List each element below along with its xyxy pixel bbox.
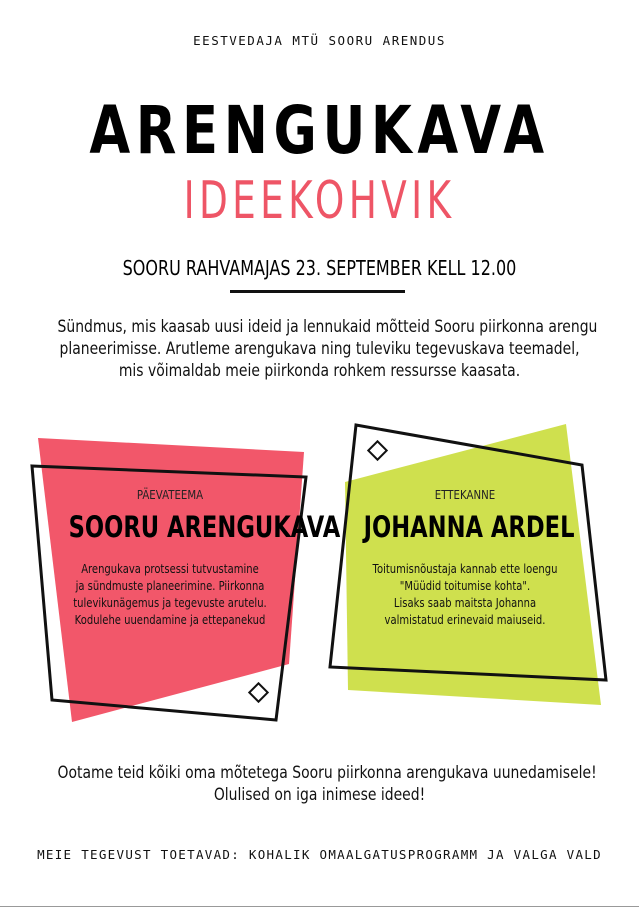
card-title: JOHANNA ARDEL: [363, 510, 575, 544]
card-body-line: Kodulehe uuendamine ja ettepanekud: [74, 612, 266, 627]
card-label: PÄEVATEEMA: [136, 488, 204, 502]
left-diamond-icon: [249, 683, 267, 701]
card-body-line: Lisaks saab maitsta Johanna: [393, 595, 537, 610]
right-card: [335, 488, 595, 628]
card-body-line: Toitumisnõustaja kannab ette loengu: [372, 561, 558, 576]
closing-paragraph: [57, 762, 597, 806]
intro-line: planeerimisse. Arutleme arengukava ning tuleviku tegevuskava teemadel,: [59, 339, 580, 359]
left-card: [40, 488, 341, 628]
card-body: [361, 560, 569, 628]
card-title: SOORU ARENGUKAVA: [68, 510, 341, 544]
card-body-line: Arengukava protsessi tutvustamine: [81, 561, 259, 576]
bottom-border: [0, 906, 639, 907]
card-body-line: valmistatud erinevaid maiuseid.: [384, 612, 546, 627]
card-label: ETTEKANNE: [434, 488, 496, 502]
event-subtitle: IDEEKOHVIK: [183, 171, 456, 231]
card-body-line: tulevikunägemus ja tegevuste arutelu.: [73, 595, 267, 610]
event-title: ARENGUKAVA: [89, 92, 550, 169]
closing-line: Ootame teid kõiki oma mõtetega Sooru piirkonna arengukava uunedamisele!: [57, 763, 597, 783]
intro-line: mis võimaldab meie piirkonda rohkem ressursse kaasata.: [118, 361, 521, 381]
card-body-line: ja sündmuste planeerimine. Piirkonna: [75, 578, 265, 593]
venue-date-time: SOORU RAHVAMAJAS 23. SEPTEMBER KELL 12.00: [122, 256, 517, 280]
sponsors-line: MEIE TEGEVUST TOETAVAD: KOHALIK OMAALGATUSPROGRAMM JA VALGA VALD: [37, 847, 602, 862]
intro-line: Sündmus, mis kaasab uusi ideid ja lennukaid mõtteid Sooru piirkonna arengu: [57, 317, 598, 337]
card-body: [66, 560, 274, 628]
organizer-line: EESTVEDAJA MTÜ SOORU ARENDUS: [193, 33, 446, 48]
right-diamond-icon: [368, 441, 386, 459]
card-body-line: "Müüdid toitumise kohta".: [399, 578, 531, 593]
closing-line: Olulised on iga inimese ideed!: [213, 785, 426, 805]
